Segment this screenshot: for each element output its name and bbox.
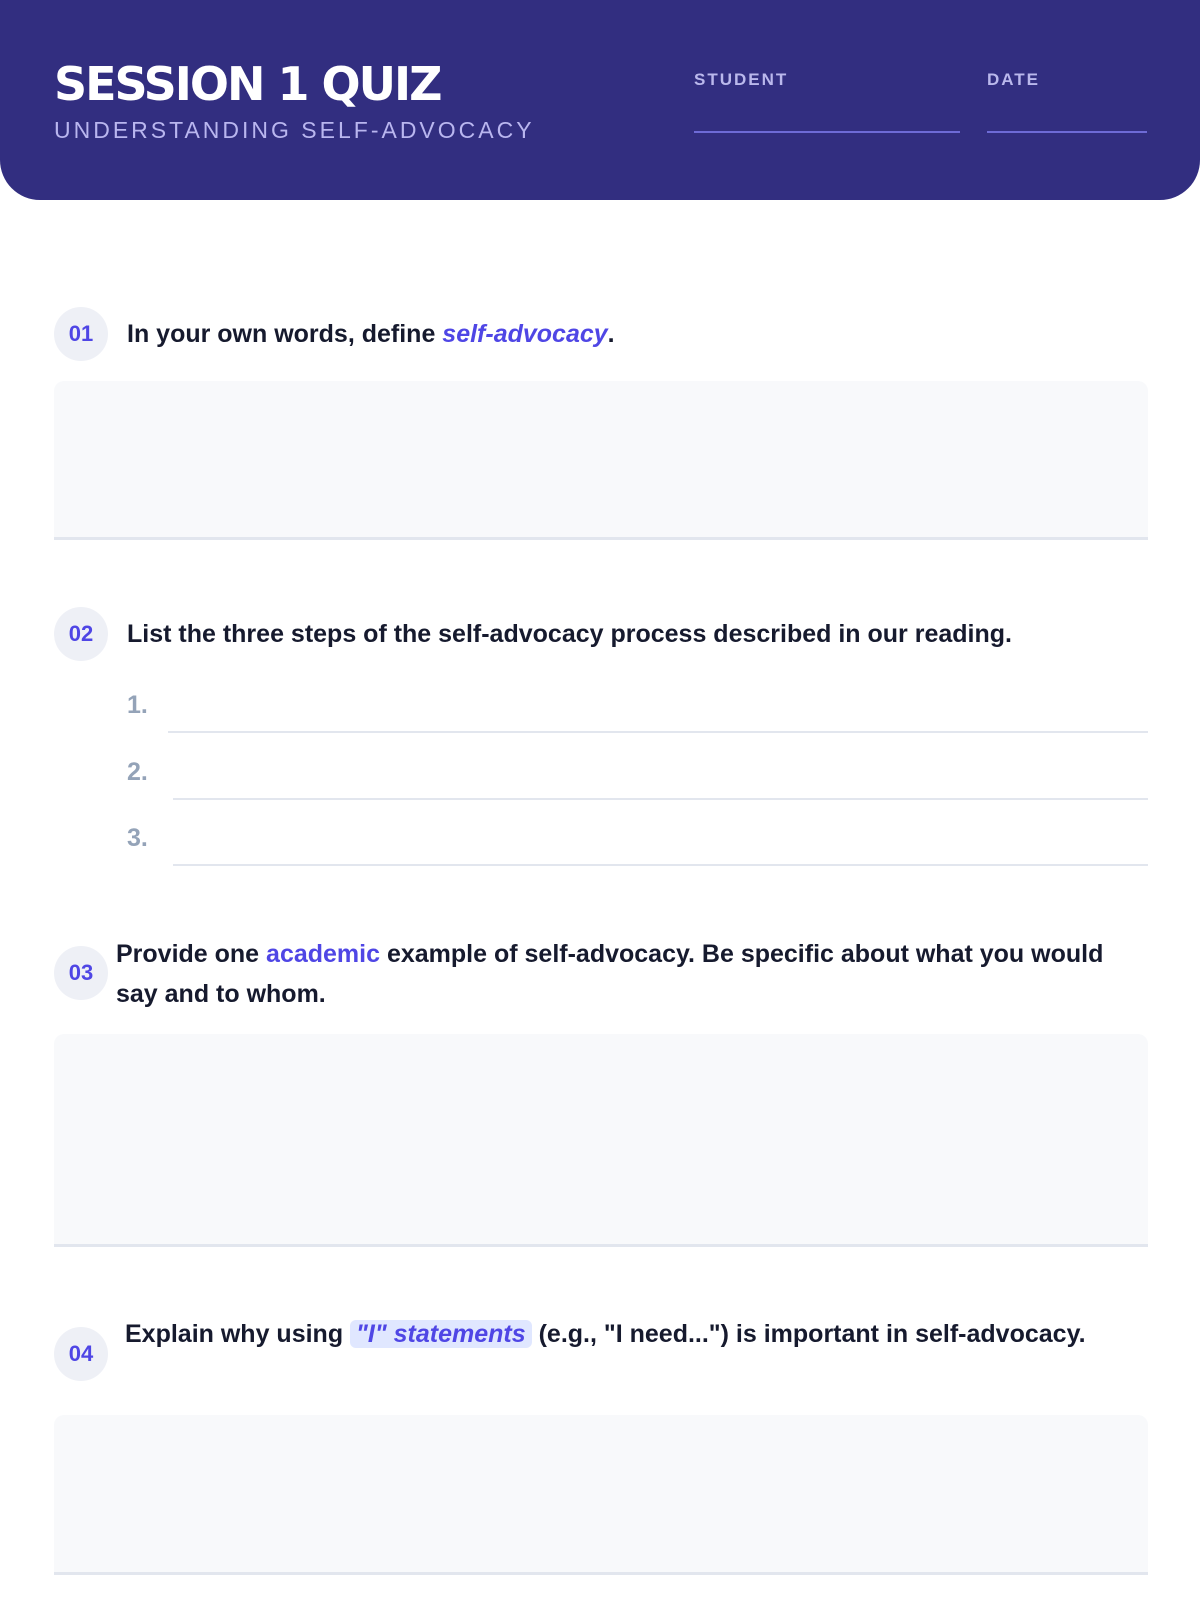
- question-3-text: [116, 934, 1146, 1014]
- answer-line-number: 3.: [127, 824, 148, 852]
- question-emphasis: "I" statements: [350, 1320, 532, 1348]
- student-label: STUDENT: [694, 70, 789, 89]
- question-text: example of self-advocacy. Be specific about what you would say and to whom.: [116, 940, 1104, 1008]
- answer-line-1[interactable]: [168, 731, 1148, 733]
- date-label: DATE: [987, 70, 1041, 89]
- answer-box-1[interactable]: [54, 381, 1148, 540]
- question-text: Explain why using: [125, 1320, 351, 1348]
- question-2-text: List the three steps of the self-advocacy process described in our reading.: [127, 620, 1012, 648]
- question-1-text: [127, 314, 1127, 354]
- quiz-header: [0, 0, 1200, 200]
- question-text: (e.g., "I need...") is important in self-advocacy.: [531, 1320, 1086, 1348]
- answer-box-3[interactable]: [54, 1034, 1148, 1247]
- question-number-badge: 03: [54, 946, 108, 1000]
- question-text: In your own words, define: [127, 320, 443, 348]
- answer-line-number: 2.: [127, 758, 148, 786]
- answer-line-number: 1.: [127, 691, 148, 719]
- question-text: Provide one: [116, 940, 267, 968]
- question-emphasis: academic: [266, 940, 381, 968]
- question-text: .: [607, 320, 615, 348]
- question-emphasis: self-advocacy: [442, 320, 608, 348]
- page-subtitle: UNDERSTANDING SELF-ADVOCACY: [54, 117, 535, 143]
- question-4-text: [125, 1314, 1135, 1354]
- answer-box-4[interactable]: [54, 1415, 1148, 1575]
- date-field[interactable]: [987, 131, 1147, 133]
- answer-line-3[interactable]: [173, 864, 1148, 866]
- student-field[interactable]: [694, 131, 960, 133]
- answer-line-2[interactable]: [173, 798, 1148, 800]
- question-number-badge: 04: [54, 1327, 108, 1381]
- question-number-badge: 01: [54, 307, 108, 361]
- question-number-badge: 02: [54, 607, 108, 661]
- page-title: SESSION 1 QUIZ: [54, 57, 441, 111]
